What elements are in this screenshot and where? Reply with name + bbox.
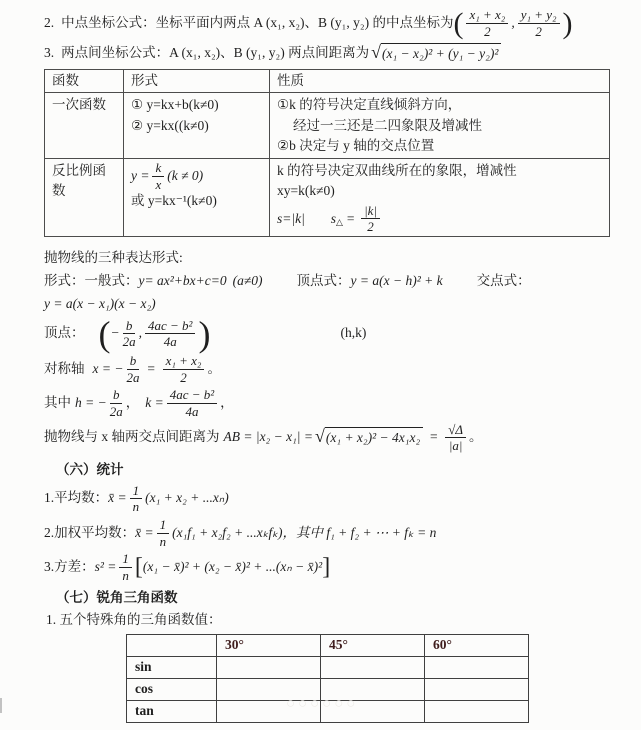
general-condition: (a≠0)	[232, 272, 263, 288]
linear-prop-3: ②b 决定与 y 轴的交点位置	[277, 137, 435, 153]
mean-terms: (x₁ + x₂ + ...xₙ)	[145, 490, 229, 506]
radical-sign: √	[371, 42, 381, 63]
midpoint-formula-line	[44, 8, 627, 38]
linear-function-forms	[124, 93, 270, 159]
axis-label: 对称轴	[44, 360, 85, 376]
comma: ，	[220, 394, 234, 410]
mean-formula-line	[44, 484, 627, 514]
trig-row-sin	[127, 657, 529, 679]
parabola-section	[44, 249, 627, 453]
linear-function-name: 一次函数	[45, 93, 124, 159]
h-equals: h = −	[75, 394, 107, 410]
trigonometry-header: （七）锐角三角函数	[56, 589, 178, 605]
distance-formula-text: 两点间坐标公式：A (x₁, x₂)、B (y₁, y₂) 两点间距离为	[61, 45, 370, 61]
s-squared-equals: s² =	[94, 559, 117, 574]
trigonometry-section	[44, 589, 627, 724]
distance-formula-line	[44, 43, 627, 64]
one-over-n-fraction: $\frac{1}{n}$	[157, 518, 170, 548]
statistics-section	[44, 461, 627, 583]
item-marker: 3.	[44, 45, 55, 61]
trig-header-45deg: 45°	[321, 635, 425, 657]
trig-row-cos	[127, 679, 529, 701]
linear-function-properties	[270, 93, 610, 159]
abs-k-over-2-fraction: $\frac{|k|}{2}$	[361, 204, 380, 234]
general-form: y= ax²+bx+c=0	[138, 272, 227, 288]
trig-header-60deg: 60°	[425, 635, 529, 657]
vertex-form-label: 顶点式：	[296, 272, 351, 288]
comma: ，	[125, 394, 140, 410]
inverse-function-forms	[124, 159, 270, 237]
distance-radical: √ (x₁ − x₂)² + (y₁ − y₂)²	[371, 43, 501, 64]
xbar-equals: x̄ =	[108, 490, 127, 506]
table-row-linear-function	[45, 93, 610, 159]
trig-row-label-cos: cos	[127, 679, 217, 701]
intersect-form-label: 交点式：	[476, 272, 531, 288]
trig-table-header-row	[127, 635, 529, 657]
trig-row-label-tan: tan	[127, 701, 217, 723]
midpoint-formula-text: 中点坐标公式：坐标平面内两点 A (x₁, x₂)、B (y₁, y₂) 的中点坐标为	[61, 14, 454, 30]
linear-form-1: ① y=kx+b(k≠0)	[131, 97, 219, 113]
minus-sign: −	[110, 325, 120, 341]
x-equals: x = −	[92, 360, 124, 376]
weighted-mean-label: 2.加权平均数：	[44, 524, 136, 540]
variance-label: 3.方差：	[44, 559, 95, 574]
axis-of-symmetry-line	[44, 354, 627, 384]
vertex-form: y = a(x − h)² + k	[350, 272, 443, 288]
header-cell-form: 形式	[124, 70, 270, 93]
midpoint-x-fraction: $\frac{\text{x₁ + x₂}}{2}$	[466, 8, 508, 38]
left-bracket: [	[134, 553, 143, 580]
sentence-period: 。	[469, 429, 483, 445]
s-equals-k: s=|k|	[277, 210, 305, 226]
trig-cell-sin-45	[321, 657, 425, 679]
one-over-n-fraction: $\frac{1}{n}$	[119, 552, 132, 582]
hk-point: (h,k)	[340, 325, 367, 341]
function-table	[44, 69, 610, 237]
inverse-prop-2: xy=k(k≠0)	[277, 183, 335, 199]
area-formula-line	[277, 204, 602, 234]
comma: ,	[138, 325, 142, 341]
equals-sign: =	[345, 210, 356, 226]
special-angles-item: 1. 五个特殊角的三角函数值：	[46, 612, 222, 628]
sentence-period: 。	[207, 360, 221, 376]
trig-cell-sin-60	[425, 657, 529, 679]
trig-row-tan	[127, 701, 529, 723]
trig-cell-cos-30	[217, 679, 321, 701]
trig-cell-sin-30	[217, 657, 321, 679]
weighted-mean-terms: (x₁f₁ + x₂f₂ + ...xₖfₖ)，其中 f₁ + f₂ + ⋯ + fₖ = n	[172, 524, 437, 540]
intersect-form: y = a(x − x₁)(x − x₂)	[44, 295, 156, 311]
where-label: 其中	[44, 394, 71, 410]
variance-terms: (x₁ − x̄)² + (x₂ − x̄)² + ...(xₙ − x̄)²	[142, 559, 323, 574]
sqrt-delta-over-abs-a-fraction: $\frac{√\Delta}{|a|}$	[445, 423, 466, 453]
ab-distance-line	[44, 423, 627, 453]
right-bracket: ]	[322, 553, 331, 580]
trig-cell-cos-60	[425, 679, 529, 701]
right-paren: )	[562, 6, 573, 40]
ab-equation: AB = |x₂ − x₁| =	[223, 429, 313, 445]
vertex-coordinates-line	[44, 313, 627, 354]
b-over-2a-fraction: $\frac{b}{2a}$	[126, 353, 140, 385]
ab-radical: √ (x₁ + x₂)² − 4x₁x₂	[315, 427, 423, 448]
k-over-x-fraction: $\frac{k}{x}$	[152, 161, 164, 191]
parabola-forms-line	[44, 272, 627, 291]
statistics-header: （六）统计	[56, 461, 124, 477]
equals-sign: =	[429, 429, 439, 445]
k-equals: k =	[145, 394, 164, 410]
inverse-form-fraction-line: y = $\frac{k}{x}$ (k ≠ 0)	[131, 160, 204, 192]
trig-header-30deg: 30°	[217, 635, 321, 657]
x1-plus-x2-over-2-fraction: $\frac{\text{x₁ + x₂}}{2}$	[163, 354, 205, 384]
inverse-function-properties	[270, 159, 610, 237]
triangle-subscript: △	[336, 217, 343, 228]
right-paren: )	[198, 313, 211, 354]
inverse-prop-1: k 的符号决定双曲线所在的象限，增减性	[277, 163, 517, 179]
linear-form-2: ② y=kx((k≠0)	[131, 117, 209, 133]
xbar-equals: x̄ =	[135, 524, 154, 540]
trig-header-empty-cell	[127, 635, 217, 657]
one-over-n-fraction: $\frac{1}{n}$	[130, 484, 143, 514]
trig-values-table	[126, 634, 529, 723]
header-cell-function: 函数	[45, 70, 124, 93]
ab-distance-label: 抛物线与 x 轴两交点间距离为	[44, 429, 220, 445]
table-row-inverse-function	[45, 159, 610, 237]
trig-cell-cos-45	[321, 679, 425, 701]
mean-label: 1.平均数：	[44, 490, 109, 506]
trig-row-label-sin: sin	[127, 657, 217, 679]
forms-label: 形式：一般式：	[44, 272, 139, 288]
linear-prop-2: 经过一三还是二四象限及增减性	[293, 117, 482, 133]
equals-sign: =	[146, 360, 156, 376]
discriminant-fraction: $\frac{\text{4ac − b²}}{4a}$	[167, 388, 217, 418]
inverse-form-alt: 或 y=kx⁻¹(k≠0)	[131, 193, 217, 209]
discriminant-fraction: $\frac{\text{4ac − b²}}{4a}$	[145, 319, 195, 349]
item-marker: 2.	[44, 14, 55, 30]
trig-cell-tan-60	[425, 701, 529, 723]
b-over-2a-fraction: $\frac{b}{2a}$	[109, 387, 123, 419]
header-cell-property: 性质	[270, 70, 610, 93]
s-triangle: s	[330, 210, 337, 226]
b-over-2a-fraction: $\frac{b}{2a}$	[122, 317, 136, 350]
weighted-mean-formula-line	[44, 518, 627, 548]
function-table-header-row	[45, 70, 610, 93]
h-k-definition-line	[44, 388, 627, 418]
midpoint-y-fraction: $\frac{\text{y₁ + y₂}}{2}$	[518, 8, 560, 38]
trig-cell-tan-30	[217, 701, 321, 723]
vertex-label: 顶点：	[44, 325, 85, 341]
watermark-dots: ○○○○○○	[286, 696, 359, 712]
radical-sign: √	[315, 426, 325, 447]
left-paren: (	[98, 313, 111, 354]
trig-cell-tan-45	[321, 701, 425, 723]
variance-formula-line	[44, 552, 627, 582]
fraction-comma: ,	[511, 14, 515, 30]
inverse-function-name: 反比例函数	[45, 159, 124, 237]
linear-prop-1: ①k 的符号决定直线倾斜方向，	[277, 97, 462, 113]
scan-artifact	[0, 698, 2, 713]
parabola-title: 抛物线的三种表达形式:	[44, 249, 183, 265]
left-paren: (	[453, 6, 464, 40]
